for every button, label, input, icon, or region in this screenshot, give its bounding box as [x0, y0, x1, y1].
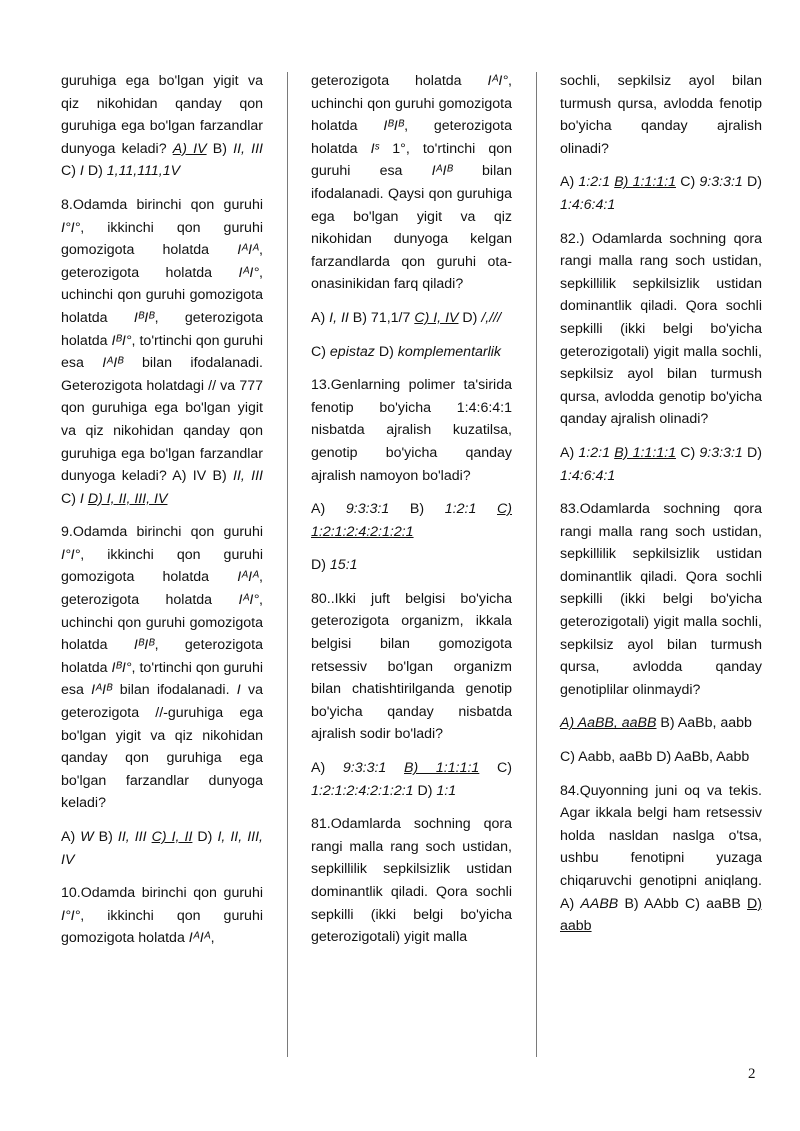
text-run: I, II: [329, 309, 349, 326]
text-run: B) 71,1/7: [348, 309, 415, 326]
text-run: IᴬIᴮ: [91, 682, 113, 699]
text-run: sochli, sepkilsiz ayol bilan turmush qursa, avlodda fenotip bo'yicha qanday ajralish olinadi?: [560, 73, 762, 157]
text-run: I°I°: [61, 907, 81, 924]
question-block: [311, 307, 512, 330]
text-run: 9:3:3:1: [342, 760, 387, 777]
text-run: A): [311, 501, 346, 518]
text-run: IᴬI°: [238, 592, 260, 609]
answer-key: C) I, IV: [414, 309, 459, 326]
text-run: D): [742, 174, 762, 191]
answer-key: C) I, II: [151, 829, 193, 845]
answer-key: B) 1:1:1:1: [614, 444, 676, 461]
text-run: komplementarlik: [397, 343, 502, 360]
text-run: D): [192, 829, 218, 845]
text-run: 1:2:1: [578, 444, 610, 461]
text-run: A): [311, 760, 343, 777]
text-run: /,///: [481, 309, 502, 326]
text-run: 9:3:3:1: [699, 174, 743, 191]
text-run: va geterozigota //-guruhiga ega bo'lgan yigit va qiz nikohidan qanday qon guruhiga ega bo'lgan farzandlar dunyoga keladi?: [61, 682, 263, 812]
text-run: , ikkinchi qon guruhi gomozigota holatda: [61, 907, 263, 947]
question-block: [311, 498, 512, 543]
text-run: B): [93, 829, 118, 845]
text-run: 1:2:1: [444, 501, 477, 518]
text-run: 1:4:6:4:1: [560, 467, 616, 484]
column-divider: [536, 72, 537, 1057]
text-run: 15:1: [329, 557, 358, 574]
question-block: [311, 588, 512, 746]
question-block: [61, 194, 263, 510]
question-block: [560, 70, 762, 160]
question-block: [560, 712, 762, 735]
text-run: 9:3:3:1: [345, 501, 390, 518]
text-run: II, III: [117, 829, 147, 845]
text-run: B): [206, 140, 234, 157]
question-block: [560, 746, 762, 769]
question-block: [311, 374, 512, 487]
text-run: II, III: [233, 140, 263, 157]
text-run: II, III: [233, 468, 263, 485]
text-run: 8.Odamda birinchi qon guruhi: [61, 196, 263, 213]
question-block: [311, 341, 512, 364]
text-run: C): [311, 343, 330, 360]
text-run: IᴬI°: [238, 264, 260, 281]
text-run: D): [311, 557, 330, 574]
text-run: , uchinchi qon guruhi gomozigota holatda: [61, 592, 263, 654]
text-run: , geterozigota holatda: [61, 309, 263, 349]
text-run: , uchinchi qon guruhi gomozigota holatda: [311, 73, 512, 135]
text-run: B): [389, 501, 445, 518]
text-run: I: [79, 163, 84, 180]
question-block: [61, 826, 263, 871]
text-run: A): [61, 829, 81, 845]
text-run: I°I°: [61, 546, 81, 563]
answer-key: D) I, II, III, IV: [87, 490, 168, 507]
question-block: [560, 498, 762, 701]
answer-key: B) 1:1:1:1: [404, 760, 480, 777]
text-column-2: [311, 70, 512, 960]
page-number: 2: [748, 1066, 756, 1082]
text-run: 82.) Odamlarda sochning qora rangi malla rang soch ustidan, sepkillilik sepkilsizlik ustidan dominantlik qiladi. Qora sochli sepkilli (ikki belgi bo'yicha geterozigotali) yigit malla sochli, sepkilsiz ayol bilan turmush qursa, avlodda genotip bo'yicha qanday ajralish olinadi?: [560, 230, 762, 428]
question-block: [311, 70, 512, 296]
text-run: D): [374, 343, 398, 360]
question-block: [311, 554, 512, 577]
text-run: IᴬIᴬ: [237, 242, 260, 259]
text-run: I: [236, 682, 241, 699]
text-run: , geterozigota holatda: [61, 637, 263, 676]
text-run: [476, 501, 497, 517]
answer-key: A) IV: [172, 140, 207, 157]
question-block: [560, 228, 762, 431]
text-run: I, II, III, IV: [61, 829, 263, 868]
text-run: C): [61, 163, 80, 180]
text-run: bilan ifodalanadi. Qaysi qon guruhiga ega bo'lgan yigit va qiz nikohidan dunyoga kelgan farzandlarda qon guruhi ota-onasinikidan farq qiladi?: [311, 163, 513, 293]
text-run: 1,11,111,1V: [106, 163, 181, 180]
text-run: , geterozigota holatda: [61, 569, 263, 609]
text-run: , ikkinchi qon guruhi gomozigota holatda: [61, 219, 263, 259]
text-run: , uchinchi qon guruhi gomozigota holatda: [61, 264, 263, 326]
question-block: [61, 521, 263, 815]
text-run: C) Aabb, aaBb D) AaBb, Aabb: [560, 749, 750, 766]
answer-key: A) AaBB, aaBB: [560, 715, 657, 732]
question-block: [560, 171, 762, 216]
question-block: [311, 757, 512, 802]
text-run: IᴮI°: [111, 659, 132, 676]
text-run: 1°, to'rtinchi qon guruhi esa: [311, 140, 512, 180]
text-run: C): [675, 444, 700, 461]
text-run: IᴬIᴬ: [188, 930, 211, 947]
text-run: C): [479, 760, 512, 777]
text-run: 80..Ikki juft belgisi bo'yicha geterozigota organizm, ikkala belgisi bilan gomozigota retsessiv bo'lgan organizm bilan chatishtirilganda genotip bo'yicha qanday nisbatda ajralish sodir bo'ladi?: [311, 590, 512, 743]
text-run: IᴮI°: [111, 332, 132, 349]
text-run: bilan ifodalanadi.: [112, 682, 237, 699]
question-block: [61, 882, 263, 950]
text-run: IᴮIᴮ: [133, 309, 155, 326]
text-run: A): [311, 309, 330, 326]
text-run: , to'rtinchi qon guruhi esa: [61, 332, 263, 372]
text-run: I: [79, 490, 84, 507]
text-run: 1:1: [436, 782, 457, 799]
text-run: 13.Genlarning polimer ta'sirida fenotip bo'yicha 1:4:6:4:1 nisbatda ajralish kuzatilsa, genotip bo'yicha qanday ajralish namoyon bo'ladi?: [311, 377, 512, 484]
text-run: C): [675, 174, 700, 191]
text-run: C): [61, 490, 80, 507]
text-run: ,: [210, 930, 215, 947]
text-run: 9.Odamda birinchi qon guruhi: [61, 524, 263, 541]
text-run: geterozigota holatda: [311, 73, 488, 89]
text-run: IᴬI°: [487, 73, 509, 89]
text-run: IᴮIᴮ: [133, 637, 155, 654]
text-run: IᴮIᴮ: [383, 118, 405, 135]
text-run: bilan ifodalanadi. Geterozigota holatdagi // va 777 qon guruhiga ega bo'lgan yigit va qiz nikohidan qanday qon guruhiga ega bo'lgan farzandlar dunyoga keladi? A) IV B): [61, 355, 263, 485]
text-run: A): [560, 444, 579, 461]
text-run: 1:2:1:2:4:2:1:2:1: [311, 782, 414, 799]
column-divider: [287, 72, 288, 1057]
text-run: D): [742, 444, 762, 461]
text-run: [386, 760, 404, 776]
text-run: 10.Odamda birinchi qon guruhi: [61, 885, 263, 902]
text-run: AABB: [580, 895, 619, 912]
text-run: 1:4:6:4:1: [560, 196, 616, 213]
text-run: D): [413, 782, 437, 799]
text-run: epistaz: [329, 343, 375, 360]
text-run: guruhiga ega bo'lgan yigit va qiz nikohidan qanday qon guruhiga ega bo'lgan farzandlar dunyoga keladi?: [61, 73, 263, 157]
text-run: D): [83, 163, 107, 180]
text-run: D): [458, 309, 482, 326]
text-column-1: [61, 70, 263, 961]
question-block: [311, 813, 512, 949]
text-run: W: [80, 829, 94, 845]
text-run: 83.Odamlarda sochning qora rangi malla rang soch ustidan, sepkillilik sepkilsizlik ustidan dominantlik qiladi. Qora sochli sepkilli (ikki belgi bo'yicha geterozigotali) yigit malla sochli, sepkilsiz ayol bilan turmush qursa, avlodda qanday genotiplilar olinmaydi?: [560, 501, 762, 698]
text-run: 9:3:3:1: [699, 444, 743, 461]
text-run: B) AAbb C) aaBB: [618, 895, 748, 912]
text-run: 81.Odamlarda sochning qora rangi malla rang soch ustidan, sepkillilik sepkilsizlik ustidan dominantlik qiladi. Qora sochli sepkilli (ikki belgi bo'yicha geterozigotali) yigit malla: [311, 816, 512, 946]
text-column-3: [560, 70, 762, 949]
answer-key: D) aabb: [560, 895, 762, 935]
text-run: IᴬIᴮ: [102, 355, 124, 372]
text-run: , ikkinchi qon guruhi gomozigota holatda: [61, 546, 263, 586]
question-block: [560, 442, 762, 487]
question-block: [61, 70, 263, 183]
text-run: I°I°: [61, 219, 81, 236]
text-run: IᴬIᴮ: [431, 163, 453, 180]
text-run: Iˢ: [370, 140, 380, 157]
text-run: , to'rtinchi qon guruhi esa: [61, 659, 263, 699]
text-run: 84.Quyonning juni oq va tekis. Agar ikkala belgi ham retsessiv holda nasldan naslga o'tsa, ushbu fenotipni yuzaga chiqaruvchi genotipni aniqlang. A): [560, 782, 762, 912]
answer-key: C) 1:2:1:2:4:2:1:2:1: [311, 501, 512, 540]
text-run: IᴬIᴬ: [237, 569, 260, 586]
text-run: A): [560, 174, 579, 191]
text-run: B) AaBb, aabb: [656, 715, 752, 732]
question-block: [560, 780, 762, 938]
text-run: , geterozigota holatda: [61, 242, 263, 281]
answer-key: B) 1:1:1:1: [614, 174, 676, 191]
text-run: , geterozigota holatda: [311, 118, 512, 157]
text-run: 1:2:1: [578, 174, 610, 191]
